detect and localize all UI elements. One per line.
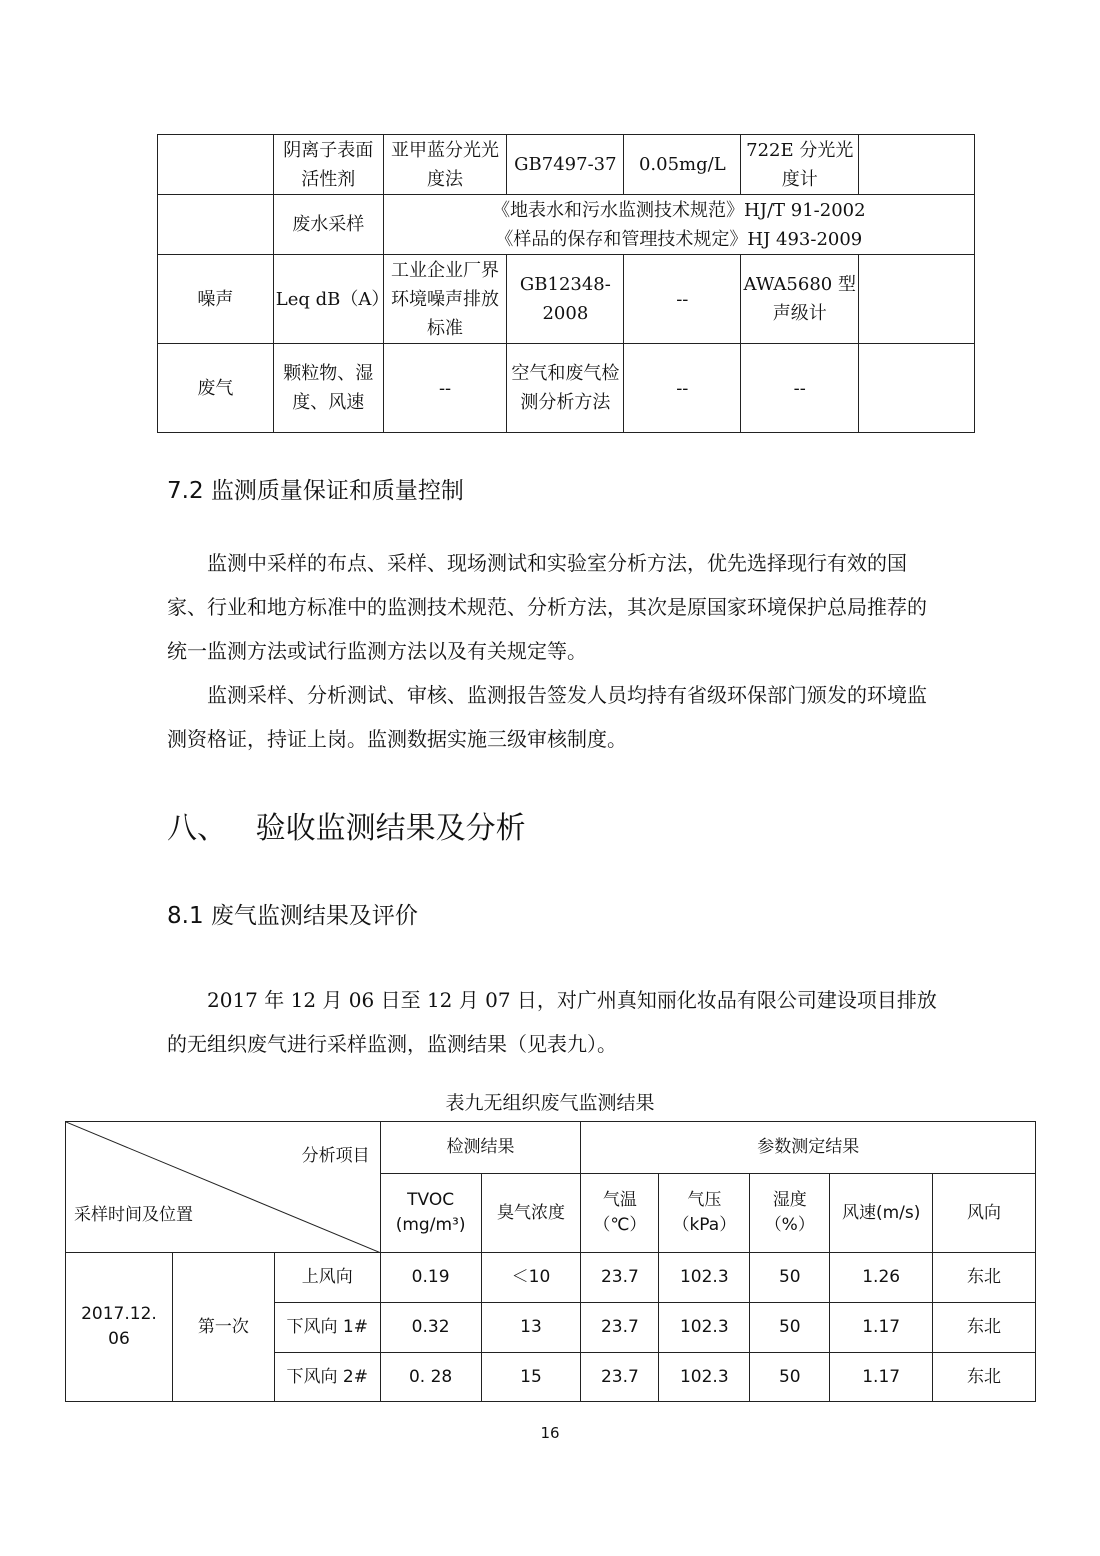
wind-speed-cell: 1.17 (830, 1303, 933, 1353)
tvoc-cell: 0.19 (380, 1253, 481, 1303)
column-header-humidity (750, 1174, 830, 1253)
table-cell: AWA5680 型声级计 (741, 255, 859, 344)
paragraph-block (167, 541, 937, 761)
table-cell: 亚甲蓝分光光度法 (383, 135, 507, 195)
table-cell: 722E 分光光度计 (741, 135, 859, 195)
table-header-row (66, 1122, 1036, 1174)
table-cell (859, 135, 975, 195)
column-header-tvoc (380, 1174, 481, 1253)
temperature-cell: 23.7 (581, 1253, 659, 1303)
humidity-cell: 50 (750, 1253, 830, 1303)
position-cell: 下风向 2# (274, 1353, 380, 1402)
odor-cell: 15 (481, 1353, 581, 1402)
column-header-wind-speed: 风速(m/s) (830, 1174, 933, 1253)
column-header-odor: 臭气浓度 (481, 1174, 581, 1253)
table-row (158, 135, 975, 195)
header-sampling-position: 采样时间及位置 (74, 1205, 193, 1225)
wind-direction-cell: 东北 (933, 1353, 1036, 1402)
column-header-unit: (mg/m³) (395, 1215, 466, 1235)
column-header-label: 气温 (602, 1190, 637, 1210)
pressure-cell: 102.3 (659, 1253, 750, 1303)
table-cell: GB12348-2008 (507, 255, 624, 344)
humidity-cell: 50 (750, 1353, 830, 1402)
table-cell: 空气和废气检测分析方法 (507, 344, 624, 433)
wind-speed-cell: 1.26 (830, 1253, 933, 1303)
paragraph: 监测采样、分析测试、审核、监测报告签发人员均持有省级环保部门颁发的环境监测资格证，持证上岗。监测数据实施三级审核制度。 (167, 683, 927, 751)
header-parameter-results: 参数测定结果 (581, 1122, 1036, 1174)
table-cell: GB7497-37 (507, 135, 624, 195)
column-header-unit: （kPa） (672, 1215, 737, 1235)
table-cell-merged (383, 195, 974, 255)
pressure-cell: 102.3 (659, 1353, 750, 1402)
table-cell: 阴离子表面活性剂 (273, 135, 383, 195)
table-row (158, 195, 975, 255)
table-cell (859, 344, 975, 433)
column-header-unit: （℃） (593, 1215, 647, 1235)
table-row (158, 344, 975, 433)
table-cell: 工业企业厂界环境噪声排放标准 (383, 255, 507, 344)
wind-direction-cell: 东北 (933, 1303, 1036, 1353)
humidity-cell: 50 (750, 1303, 830, 1353)
table-row (158, 255, 975, 344)
column-header-label: TVOC (407, 1190, 455, 1210)
column-header-wind-direction: 风向 (933, 1174, 1036, 1253)
table-cell (158, 135, 274, 195)
table-cell: 废水采样 (273, 195, 383, 255)
column-header-unit: （%） (764, 1215, 815, 1235)
table-cell: 废气 (158, 344, 274, 433)
diagonal-line (66, 1122, 380, 1253)
paragraph: 监测中采样的布点、采样、现场测试和实验室分析方法，优先选择现行有效的国家、行业和地方标准中的监测技术规范、分析方法，其次是原国家环境保护总局推荐的统一监测方法或试行监测方法以及有关规定等。 (167, 551, 927, 663)
round-cell: 第一次 (172, 1253, 274, 1402)
table-cell: Leq dB（A） (273, 255, 383, 344)
column-header-temperature (581, 1174, 659, 1253)
table-cell: 颗粒物、湿度、风速 (273, 344, 383, 433)
column-header-label: 湿度 (772, 1190, 807, 1210)
wind-direction-cell: 东北 (933, 1253, 1036, 1303)
table-cell (859, 255, 975, 344)
standard-line: 《地表水和污水监测技术规范》HJ/T 91-2002 (492, 199, 866, 221)
standard-line: 《样品的保存和管理技术规定》HJ 493-2009 (495, 228, 863, 250)
pressure-cell: 102.3 (659, 1303, 750, 1353)
odor-cell: ＜10 (481, 1253, 581, 1303)
emission-results-table (65, 1121, 1036, 1402)
methods-table (157, 134, 975, 433)
date-text: 2017.12.06 (81, 1304, 157, 1349)
column-header-label: 气压 (687, 1190, 722, 1210)
table-row (66, 1253, 1036, 1303)
table-cell: 噪声 (158, 255, 274, 344)
header-detection-results: 检测结果 (380, 1122, 581, 1174)
table-caption: 表九无组织废气监测结果 (445, 1092, 655, 1114)
paragraph-block (167, 978, 937, 1066)
position-cell: 下风向 1# (274, 1303, 380, 1353)
table-cell (158, 195, 274, 255)
date-cell (66, 1253, 173, 1402)
odor-cell: 13 (481, 1303, 581, 1353)
table-cell: -- (624, 255, 741, 344)
section-heading: 8.1 废气监测结果及评价 (167, 903, 418, 929)
chapter-heading: 八、 验收监测结果及分析 (167, 811, 526, 846)
table-cell: 0.05mg/L (624, 135, 741, 195)
table-cell: -- (624, 344, 741, 433)
tvoc-cell: 0.32 (380, 1303, 481, 1353)
paragraph: 2017 年 12 月 06 日至 12 月 07 日，对广州真知丽化妆品有限公司建设项目排放的无组织废气进行采样监测，监测结果（见表九）。 (167, 988, 937, 1056)
table-cell: -- (741, 344, 859, 433)
page-number: 16 (540, 1424, 560, 1442)
position-cell: 上风向 (274, 1253, 380, 1303)
table-cell: -- (383, 344, 507, 433)
section-heading: 7.2 监测质量保证和质量控制 (167, 478, 464, 504)
tvoc-cell: 0. 28 (380, 1353, 481, 1402)
header-analysis-item: 分析项目 (301, 1146, 370, 1166)
temperature-cell: 23.7 (581, 1353, 659, 1402)
wind-speed-cell: 1.17 (830, 1353, 933, 1402)
diagonal-header-cell (66, 1122, 381, 1253)
column-header-pressure (659, 1174, 750, 1253)
temperature-cell: 23.7 (581, 1303, 659, 1353)
